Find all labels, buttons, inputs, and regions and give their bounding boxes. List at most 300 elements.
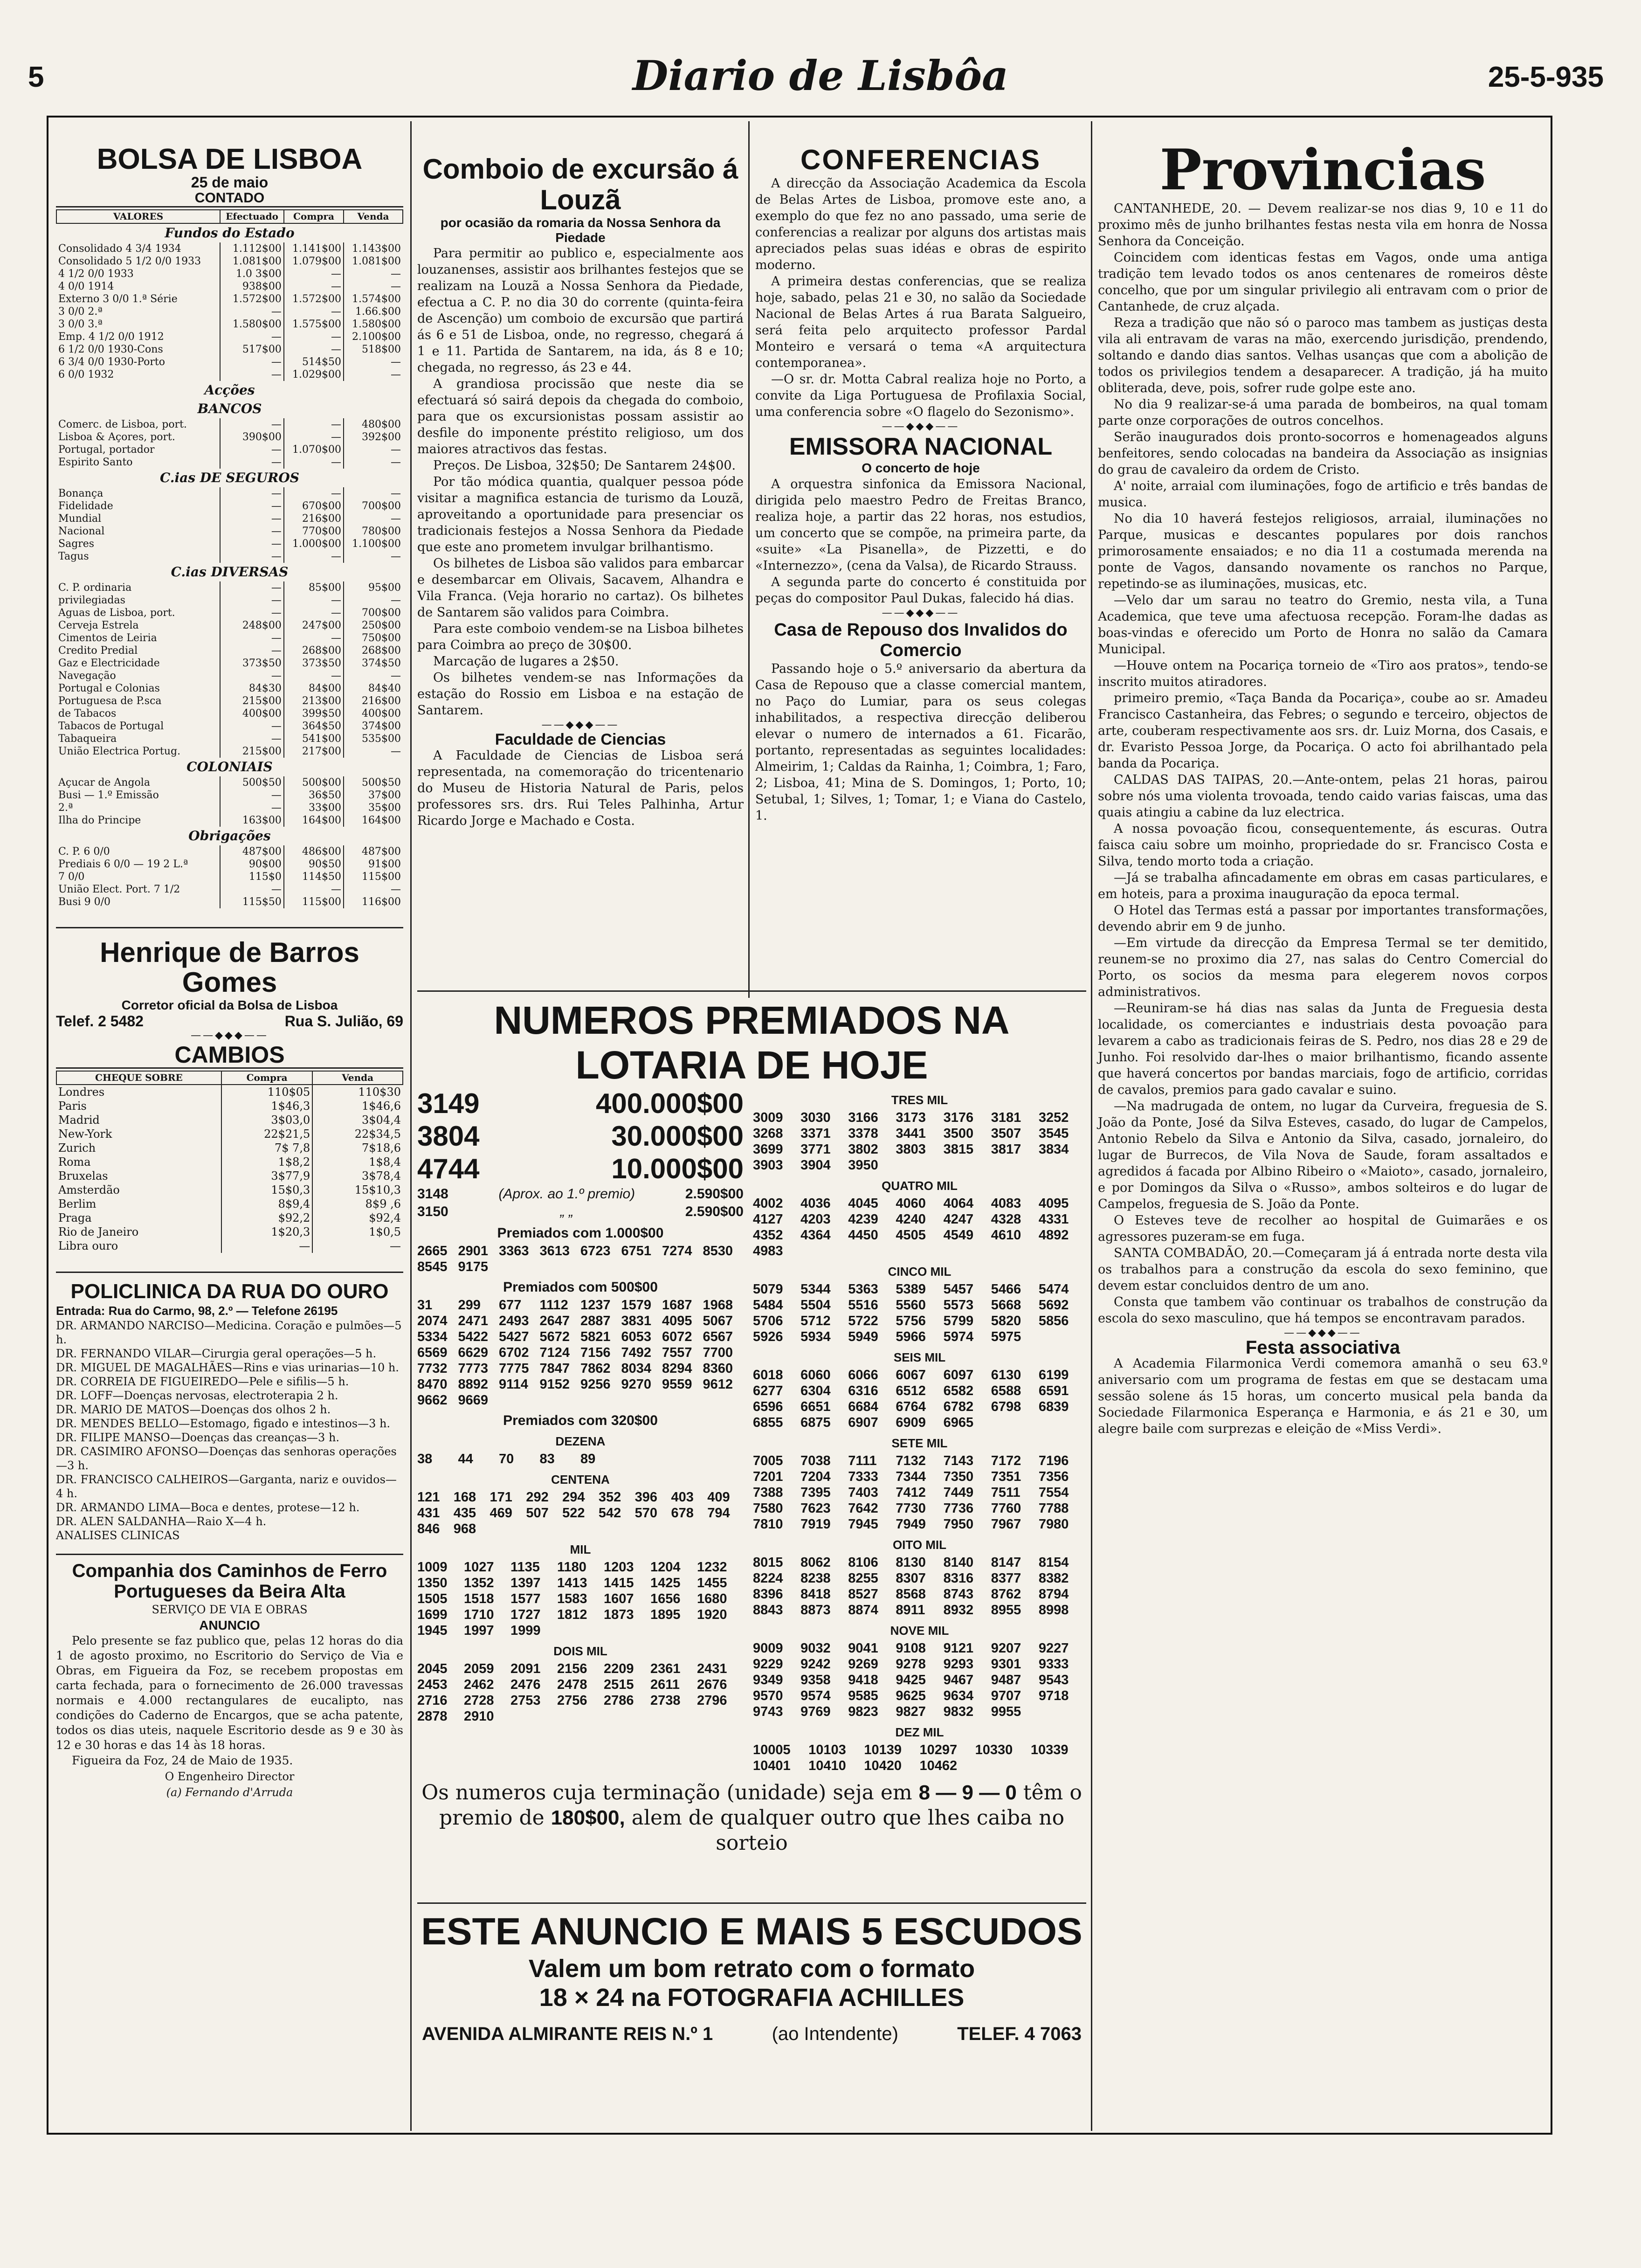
bolsa-value: — xyxy=(344,670,403,682)
sete-mil-number: 7038 xyxy=(800,1453,831,1468)
dois-mil-number: 2756 xyxy=(557,1693,587,1708)
prize-500-number: 2074 xyxy=(417,1314,448,1328)
cinco-mil-number: 5692 xyxy=(1038,1298,1069,1313)
bolsa-security: Busi 9 0/0 xyxy=(58,896,111,908)
bolsa-section-row xyxy=(56,758,403,776)
sete-mil-number: 7111 xyxy=(848,1453,877,1468)
bolsa-value: — xyxy=(284,632,344,644)
bolsa-value: 1.572$00 xyxy=(284,293,344,305)
bolsa-security: Portugal e Colonias xyxy=(58,683,160,694)
cinco-mil-number: 5975 xyxy=(991,1329,1021,1344)
bolsa-security: 2.ª xyxy=(58,802,73,814)
centena-number: 794 xyxy=(707,1506,730,1521)
bolsa-value: — xyxy=(344,356,403,368)
cambios-rate: 15$10,3 xyxy=(312,1183,403,1197)
faculdade-body: A Faculdade de Ciencias de Lisboa será representada, na comemoração do tricentenario do Museu de Historia Natural de Paris, pelos professores srs. drs. Rui Teles Palhinha, Artur Ricardo Jorge e Machado e Costa. xyxy=(417,748,744,828)
dez-mil-number: 10339 xyxy=(1030,1742,1069,1757)
bolsa-row xyxy=(56,733,403,745)
mil-number: 1699 xyxy=(417,1607,448,1622)
quatro-mil-number: 4892 xyxy=(1038,1228,1069,1243)
sete-mil-number: 7642 xyxy=(848,1501,878,1516)
cinco-mil-number: 5466 xyxy=(991,1282,1021,1297)
sete-mil-number: 7919 xyxy=(800,1517,831,1532)
seis-mil-number: 6596 xyxy=(753,1399,783,1414)
bolsa-value: — xyxy=(220,581,284,594)
bolsa-section-row xyxy=(56,223,403,242)
bolsa-value: 1.070$00 xyxy=(284,443,344,456)
bolsa-security: 3 0/0 3.ª xyxy=(58,318,103,330)
prize-1000-number: 2901 xyxy=(458,1244,489,1258)
nove-mil-number: 9009 xyxy=(753,1641,783,1656)
bolsa-value: — xyxy=(344,883,403,896)
oito-mil-number: 8130 xyxy=(896,1555,926,1570)
dez-mil-number: 10420 xyxy=(864,1758,902,1773)
cambios-rate: 3$03,0 xyxy=(221,1113,312,1127)
centena-number: 542 xyxy=(598,1506,621,1521)
broker-address: Rua S. Julião, 69 xyxy=(284,1013,403,1030)
bolsa-value: 115$00 xyxy=(344,871,403,883)
bolsa-row xyxy=(56,512,403,525)
bolsa-value: — xyxy=(220,443,284,456)
mil-number: 1997 xyxy=(464,1623,494,1638)
provincias-paragraph: —Na madrugada de ontem, no lugar da Curveira, freguesia de S. João da Ponte, José da Silva Esteves, casado, do lugar de Campelos, Antonio Rebelo da Silva e Antonio da Silva, casado, jornaleiro, do lugar de Burrecos, de Vila Nova de Saude, foram assaltados e agredidos á facada por Albino Ribeiro o «Maioto», casado, jornaleiro, e por Domingos da Silva o «Russo», ambos solteiros e do lugar de Campelos, freguesia de S. João da Ponte. xyxy=(1098,1099,1548,1211)
oito-mil-number: 8154 xyxy=(1038,1555,1069,1570)
seis-mil-number: 6060 xyxy=(800,1368,831,1383)
bolsa-value: — xyxy=(284,418,344,431)
bolsa-value: 84$40 xyxy=(344,682,403,695)
bolsa-value: — xyxy=(220,418,284,431)
nove-mil-number: 9032 xyxy=(800,1641,831,1656)
mil-number: 1945 xyxy=(417,1623,448,1638)
bolsa-row xyxy=(56,745,403,758)
prize-500-number: 7124 xyxy=(539,1345,570,1360)
bolsa-security: privilegiadas xyxy=(58,595,125,606)
cambios-place: Rio de Janeiro xyxy=(58,1225,139,1238)
cambios-rate: 22$34,5 xyxy=(312,1127,403,1141)
centena-number: 846 xyxy=(417,1521,440,1536)
bolsa-value: 216$00 xyxy=(344,695,403,707)
dois-mil-number: 2515 xyxy=(604,1677,634,1692)
cambios-place: Paris xyxy=(58,1099,87,1113)
dois-mil-number: 2611 xyxy=(650,1677,680,1692)
tres-mil-number: 3009 xyxy=(753,1110,783,1125)
provincias-paragraph: O Hotel das Termas está a passar por importantes transformações, devendo abrir em 9 de junho. xyxy=(1098,903,1548,934)
bolsa-security: Nacional xyxy=(58,526,105,537)
cambios-row xyxy=(56,1225,403,1239)
bolsa-value: 399$50 xyxy=(284,707,344,720)
footer-text-c: alem de qualquer outro que lhes caiba no sorteio xyxy=(631,1806,1065,1855)
nove-mil-number: 9743 xyxy=(753,1704,783,1719)
nove-mil-number: 9769 xyxy=(800,1704,831,1719)
bolsa-value: — xyxy=(220,512,284,525)
comboio-paragraph: Marcação de lugares a 2$50. xyxy=(433,654,619,669)
bolsa-value: 84$30 xyxy=(220,682,284,695)
prize-500-number: 8470 xyxy=(417,1377,448,1392)
provincias-paragraph: —Houve ontem na Pocariça torneio de «Tiro aos pratos», tendo-se inscrito muitos atiradores. xyxy=(1098,658,1548,689)
bolsa-value: 392$00 xyxy=(344,431,403,443)
mil-number: 1505 xyxy=(417,1591,448,1606)
seis-mil-number: 6651 xyxy=(800,1399,831,1414)
bolsa-value: 163$00 xyxy=(220,814,284,827)
mil-number: 1415 xyxy=(604,1576,634,1590)
bolsa-row xyxy=(56,776,403,789)
mil-number: 1350 xyxy=(417,1576,448,1590)
sete-mil-number: 7356 xyxy=(1038,1469,1069,1484)
bolsa-col-header: Venda xyxy=(344,210,403,223)
nove-mil-number: 9425 xyxy=(896,1673,926,1687)
cambios-row xyxy=(56,1085,403,1099)
prize-500-number: 9612 xyxy=(703,1377,733,1392)
column-conferencias xyxy=(755,121,1086,984)
cinco-mil-number: 5573 xyxy=(943,1298,974,1313)
cambios-place: Zurich xyxy=(58,1141,96,1155)
sete-mil-number: 7736 xyxy=(943,1501,974,1516)
cambios-rate: 1$46,3 xyxy=(221,1099,312,1113)
quatro-mil-number: 4240 xyxy=(896,1212,926,1227)
quatro-mil-number: 4505 xyxy=(896,1228,926,1243)
bolsa-value: — xyxy=(220,607,284,619)
bolsa-row xyxy=(56,695,403,707)
oito-mil-number: 8316 xyxy=(943,1571,974,1586)
tres-mil-number: 3903 xyxy=(753,1158,783,1173)
bolsa-value: — xyxy=(220,550,284,563)
bolsa-table xyxy=(56,209,403,908)
emissora-paragraph: A segunda parte do concerto é constituida por peças do compositor Paul Dukas, falecido há dias. xyxy=(755,575,1086,606)
cinco-mil-number: 5457 xyxy=(943,1282,974,1297)
bolsa-security: Portuguesa de P.sca xyxy=(58,695,162,707)
bolsa-row xyxy=(56,789,403,802)
cinco-mil-number: 5934 xyxy=(800,1329,831,1344)
bolsa-row xyxy=(56,431,403,443)
provincias-title: Provincias xyxy=(1159,137,1486,203)
top-prize-amount: 400.000$00 xyxy=(596,1088,744,1119)
bolsa-value: 268$00 xyxy=(344,644,403,657)
bolsa-row xyxy=(56,644,403,657)
nove-mil-number: 9625 xyxy=(896,1688,926,1703)
bolsa-row xyxy=(56,883,403,896)
dois-mil-number: 2209 xyxy=(604,1661,634,1676)
seis-mil-number: 6018 xyxy=(753,1368,783,1383)
cinco-mil-number: 5949 xyxy=(848,1329,878,1344)
sete-mil-number: 7403 xyxy=(848,1485,878,1500)
nove-mil-number: 9333 xyxy=(1038,1657,1069,1672)
mil-number: 1203 xyxy=(604,1560,634,1575)
casa-title: Casa de Repouso dos Invalidos do Comercio xyxy=(774,620,1068,660)
prize-500-number: 7862 xyxy=(580,1361,611,1376)
footer-digits: 8 — 9 — 0 xyxy=(918,1781,1017,1804)
nove-mil-number: 9467 xyxy=(943,1673,974,1687)
emissora-title: EMISSORA NACIONAL xyxy=(789,433,1053,460)
bolsa-security: Tabaqueira xyxy=(58,733,117,745)
bolsa-section-row xyxy=(56,827,403,845)
bolsa-value: 1.0 3$00 xyxy=(220,268,284,280)
nove-mil-number: 9227 xyxy=(1038,1641,1069,1656)
quatro-mil-number: 4450 xyxy=(848,1228,878,1243)
oito-mil-number: 8062 xyxy=(800,1555,831,1570)
dez-mil-number: 10103 xyxy=(808,1742,846,1757)
dez-mil-number: 10330 xyxy=(975,1742,1013,1757)
approx-number: 3150 xyxy=(417,1204,448,1219)
bolsa-value: — xyxy=(220,594,284,607)
tres-mil-number: 3545 xyxy=(1038,1126,1069,1141)
bolsa-value: 217$00 xyxy=(284,745,344,758)
bolsa-value: — xyxy=(344,368,403,381)
provincias-paragraph: Serão inaugurados dois pronto-socorros e homenageados alguns benfeitores, sendo colocadas na bandeira da Associação as insignias do grau de cavaleiro da ordem de Cristo. xyxy=(1098,430,1548,477)
achilles-line2: Valem um bom retrato com o formato xyxy=(528,1955,975,1983)
bolsa-subtitle: 25 de maio xyxy=(191,174,269,191)
bolsa-value: 487$00 xyxy=(220,845,284,858)
bolsa-value: 1.081$00 xyxy=(220,255,284,268)
bolsa-value: 90$50 xyxy=(284,858,344,871)
approx-number: 3148 xyxy=(417,1186,448,1202)
top-prize-number: 4744 xyxy=(417,1153,480,1184)
bolsa-row xyxy=(56,632,403,644)
nove-mil-number: 9585 xyxy=(848,1688,878,1703)
beira-alta-place: Figueira da Foz, 24 de Maio de 1935. xyxy=(72,1754,293,1767)
sete-mil-number: 7005 xyxy=(753,1453,783,1468)
bolsa-value: 487$00 xyxy=(344,845,403,858)
bolsa-value: — xyxy=(284,607,344,619)
seis-mil-number: 6839 xyxy=(1038,1399,1069,1414)
cambios-rate: 7$18,6 xyxy=(312,1141,403,1155)
cambios-rate: — xyxy=(312,1239,403,1253)
sete-mil-number: 7980 xyxy=(1038,1517,1069,1532)
centena-number: 121 xyxy=(417,1490,440,1505)
seis-mil-number: 6097 xyxy=(943,1368,974,1383)
prize-500-number: 1112 xyxy=(539,1298,568,1313)
bolsa-security: Portugal, portador xyxy=(58,444,155,456)
nove-mil-number: 9418 xyxy=(848,1673,878,1687)
lotaria-title: NUMEROS PREMIADOS NA LOTARIA DE HOJE xyxy=(494,998,1010,1087)
prize-500-number: 9669 xyxy=(458,1393,489,1408)
tres-mil-number: 3834 xyxy=(1038,1142,1069,1157)
bolsa-value: — xyxy=(220,789,284,802)
bolsa-value: 35$00 xyxy=(344,802,403,814)
seis-mil-number: 6130 xyxy=(991,1368,1021,1383)
dois-mil-number: 2728 xyxy=(464,1693,494,1708)
bolsa-row xyxy=(56,802,403,814)
bolsa-value: 1.572$00 xyxy=(220,293,284,305)
dois-mil-number: 2462 xyxy=(464,1677,494,1692)
top-prize-amount: 30.000$00 xyxy=(611,1120,744,1152)
tres-mil-number: 3268 xyxy=(753,1126,783,1141)
cambios-col-header: Venda xyxy=(312,1071,403,1085)
quatro-mil-number: 4045 xyxy=(848,1196,878,1211)
mil-number: 1607 xyxy=(604,1591,634,1606)
policlinica-doctor: DR. MIGUEL DE MAGALHÃES—Rins e vias urinarias—10 h. xyxy=(56,1361,399,1374)
bolsa-value: 1.580$00 xyxy=(220,318,284,331)
oito-mil-number: 8794 xyxy=(1038,1587,1069,1602)
oito-mil-number: 8762 xyxy=(991,1587,1021,1602)
approx-note: (Aprox. ao 1.º premio) xyxy=(498,1186,635,1202)
provincias-paragraph: —Em virtude da direcção da Empresa Termal se ter demitido, reunem-se no proximo dia 27, nas salas do Centro Comercial do Porto, os socios da mesma para elegerem novos corpos administrativos. xyxy=(1098,936,1548,999)
bolsa-row xyxy=(56,418,403,431)
bolsa-value: 373$50 xyxy=(284,657,344,670)
column-rule xyxy=(748,121,750,998)
footer-text-b: têm o premio de xyxy=(439,1781,1082,1830)
prize-500-number: 7156 xyxy=(580,1345,611,1360)
cambios-place: New-York xyxy=(58,1127,112,1141)
prize-500-number: 6072 xyxy=(662,1329,692,1344)
dois-mil-number: 2476 xyxy=(510,1677,541,1692)
bolsa-row xyxy=(56,896,403,908)
mil-number: 1180 xyxy=(557,1560,586,1575)
prize-500-number: 8892 xyxy=(458,1377,489,1392)
bolsa-value: 1.143$00 xyxy=(344,242,403,255)
seis-mil-number: 6304 xyxy=(800,1383,831,1398)
oito-mil-number: 8307 xyxy=(896,1571,926,1586)
cambios-row xyxy=(56,1099,403,1113)
nove-mil-number: 9718 xyxy=(1038,1688,1069,1703)
policlinica-doctor: DR. MARIO DE MATOS—Doenças dos olhos 2 h. xyxy=(56,1403,331,1416)
prize-500-number: 31 xyxy=(417,1298,433,1313)
dois-mil-number: 2478 xyxy=(557,1677,587,1692)
festa-title: Festa associativa xyxy=(1245,1337,1400,1358)
bolsa-value: 213$00 xyxy=(284,695,344,707)
seis-mil-number: 6782 xyxy=(943,1399,974,1414)
bolsa-value: — xyxy=(220,670,284,682)
prize-500-number: 7700 xyxy=(703,1345,733,1360)
bolsa-value: 390$00 xyxy=(220,431,284,443)
bolsa-value: 2.100$00 xyxy=(344,331,403,343)
nove-mil-number: 9574 xyxy=(800,1688,831,1703)
nove-mil-number: 9634 xyxy=(943,1688,974,1703)
bolsa-value: — xyxy=(344,268,403,280)
dois-mil-number: 2796 xyxy=(697,1693,727,1708)
prize-500-number: 2647 xyxy=(539,1314,570,1328)
mil-number: 1895 xyxy=(650,1607,681,1622)
dez-mil-number: 10139 xyxy=(864,1742,902,1757)
bolsa-value: 250$00 xyxy=(344,619,403,632)
bolsa-row xyxy=(56,487,403,500)
prize-500-number: 6569 xyxy=(417,1345,448,1360)
bolsa-value: 400$00 xyxy=(220,707,284,720)
cambios-row xyxy=(56,1239,403,1253)
bolsa-col-header: VALORES xyxy=(56,210,220,223)
bolsa-row xyxy=(56,707,403,720)
provincias-paragraph: O Esteves teve de recolher ao hospital de Guimarães e os agressores puzeram-se em fuga. xyxy=(1098,1213,1548,1244)
comboio-paragraph: Para este comboio vendem-se na Lisboa bilhetes para Coimbra ao preço de 30$00. xyxy=(417,622,744,652)
bolsa-value: — xyxy=(220,644,284,657)
bolsa-value: — xyxy=(220,525,284,538)
bolsa-security: 6 3/4 0/0 1930-Porto xyxy=(58,356,165,368)
bolsa-security: Busi — 1.º Emissão xyxy=(58,789,159,801)
provincias-paragraph: No dia 10 haverá festejos religiosos, arraial, iluminações no Parque, musicas e descantes populares por dois ranchos primorosamente ensaiados; e no dia 11 a costumada merenda na ponte de Vagos, dansando novamente os ranchos no Parque, repetindo-se as iluminações, musicas, etc. xyxy=(1098,512,1548,591)
bolsa-value: 164$00 xyxy=(284,814,344,827)
bolsa-value: 938$00 xyxy=(220,280,284,293)
seis-mil-number: 6588 xyxy=(991,1383,1021,1398)
mil-number: 1812 xyxy=(557,1607,587,1622)
bolsa-value: 37$00 xyxy=(344,789,403,802)
cambios-row xyxy=(56,1197,403,1211)
bolsa-value: 1.000$00 xyxy=(284,538,344,550)
prize-500-number: 6702 xyxy=(499,1345,529,1360)
cambios-rate: 110$05 xyxy=(221,1085,312,1099)
bolsa-value: 500$00 xyxy=(284,776,344,789)
cinco-mil-number: 5706 xyxy=(753,1314,783,1328)
dezena-number: 70 xyxy=(499,1452,514,1466)
bolsa-row xyxy=(56,331,403,343)
bolsa-value: 115$00 xyxy=(284,896,344,908)
conferencias-paragraph: A direcção da Associação Academica da Escola de Belas Artes de Lisboa, promove este ano, a exemplo do que fez no ano passado, uma serie de conferencias a realizar por alguns dos artistas mais apreciados pelas suas idéas e obras de espirito moderno. xyxy=(755,176,1086,272)
beira-alta-title: Companhia dos Caminhos de Ferro Portugueses da Beira Alta xyxy=(72,1561,387,1602)
cinco-mil-number: 5712 xyxy=(800,1314,831,1328)
sete-mil-number: 7810 xyxy=(753,1517,783,1532)
dois-mil-number: 2878 xyxy=(417,1709,448,1724)
prize-500-number: 5672 xyxy=(539,1329,570,1344)
cambios-rate: 22$21,5 xyxy=(221,1127,312,1141)
broker-role: Corretor oficial da Bolsa de Lisboa xyxy=(121,998,338,1012)
tres-mil-number: 3176 xyxy=(943,1110,974,1125)
bolsa-row xyxy=(56,368,403,381)
bolsa-value: 500$50 xyxy=(344,776,403,789)
policlinica-doctor: DR. CASIMIRO AFONSO—Doenças das senhoras operações—3 h. xyxy=(56,1445,397,1472)
cinco-mil-number: 5389 xyxy=(896,1282,926,1297)
bolsa-row xyxy=(56,318,403,331)
bolsa-security: Gaz e Electricidade xyxy=(58,657,160,669)
sete-mil-number: 7201 xyxy=(753,1469,783,1484)
cinco-mil-number: 5668 xyxy=(991,1298,1021,1313)
comboio-title: Comboio de excursão á Louzã xyxy=(422,153,738,215)
dois-mil-number: 2059 xyxy=(464,1661,494,1676)
lotaria-top-rule xyxy=(417,990,1086,992)
policlinica-ad xyxy=(56,1272,403,1542)
approx-prize-row xyxy=(417,1185,744,1203)
bolsa-value: 770$00 xyxy=(284,525,344,538)
prize-500-number: 7732 xyxy=(417,1361,448,1376)
quatro-title: QUATRO MIL xyxy=(882,1179,958,1193)
comboio-paragraph: Os bilhetes de Lisboa são validos para embarcar e desembarcar em Olivais, Sacavem, Alhandra e Vila Franca. (Veja horario no cartaz). Os bilhetes de Santarem são validos para Coimbra. xyxy=(417,556,744,620)
prize-500-number: 6567 xyxy=(703,1329,733,1344)
quatro-mil-number: 4095 xyxy=(1038,1196,1069,1211)
bolsa-value: 1.141$00 xyxy=(284,242,344,255)
oito-mil-number: 8377 xyxy=(991,1571,1021,1586)
quatro-mil-number: 4328 xyxy=(991,1212,1021,1227)
top-prize-amount: 10.000$00 xyxy=(611,1153,744,1184)
bolsa-security: 6 0/0 1932 xyxy=(58,369,114,380)
seis-mil-number: 6512 xyxy=(896,1383,926,1398)
bolsa-row xyxy=(56,538,403,550)
bolsa-value: — xyxy=(284,883,344,896)
column-bolsa xyxy=(56,121,403,2126)
achilles-phone: TELEF. 4 7063 xyxy=(957,2024,1082,2044)
prize-500-number: 299 xyxy=(458,1298,481,1313)
seis-title: SEIS MIL xyxy=(893,1350,946,1364)
bolsa-value: — xyxy=(344,512,403,525)
mil-title: MIL xyxy=(570,1542,591,1556)
seis-mil-number: 6909 xyxy=(896,1415,926,1430)
lotaria-right xyxy=(753,1087,1086,1774)
sete-mil-number: 7412 xyxy=(896,1485,926,1500)
nove-mil-number: 9823 xyxy=(848,1704,878,1719)
cinco-mil-number: 5474 xyxy=(1038,1282,1069,1297)
quatro-mil-number: 4352 xyxy=(753,1228,783,1243)
sete-mil-number: 7760 xyxy=(991,1501,1021,1516)
oito-mil-number: 8874 xyxy=(848,1603,878,1618)
bolsa-value: 268$00 xyxy=(284,644,344,657)
bolsa-value: 116$00 xyxy=(344,896,403,908)
bolsa-security: Comerc. de Lisboa, port. xyxy=(58,419,187,430)
cambios-place: Praga xyxy=(58,1211,92,1224)
sete-mil-number: 7945 xyxy=(848,1517,878,1532)
tres-mil-number: 3771 xyxy=(800,1142,831,1157)
cambios-title: CAMBIOS xyxy=(56,1042,403,1069)
provincias-paragraph: Consta que tambem vão continuar os trabalhos de construção da escola do sexo masculino, que há tempos se encontravam parados. xyxy=(1098,1295,1548,1326)
oito-mil-number: 8998 xyxy=(1038,1603,1069,1618)
tres-mil-number: 3371 xyxy=(800,1126,831,1141)
dois-mil-number: 2091 xyxy=(510,1661,541,1676)
cambios-place: Amsterdão xyxy=(58,1183,120,1196)
